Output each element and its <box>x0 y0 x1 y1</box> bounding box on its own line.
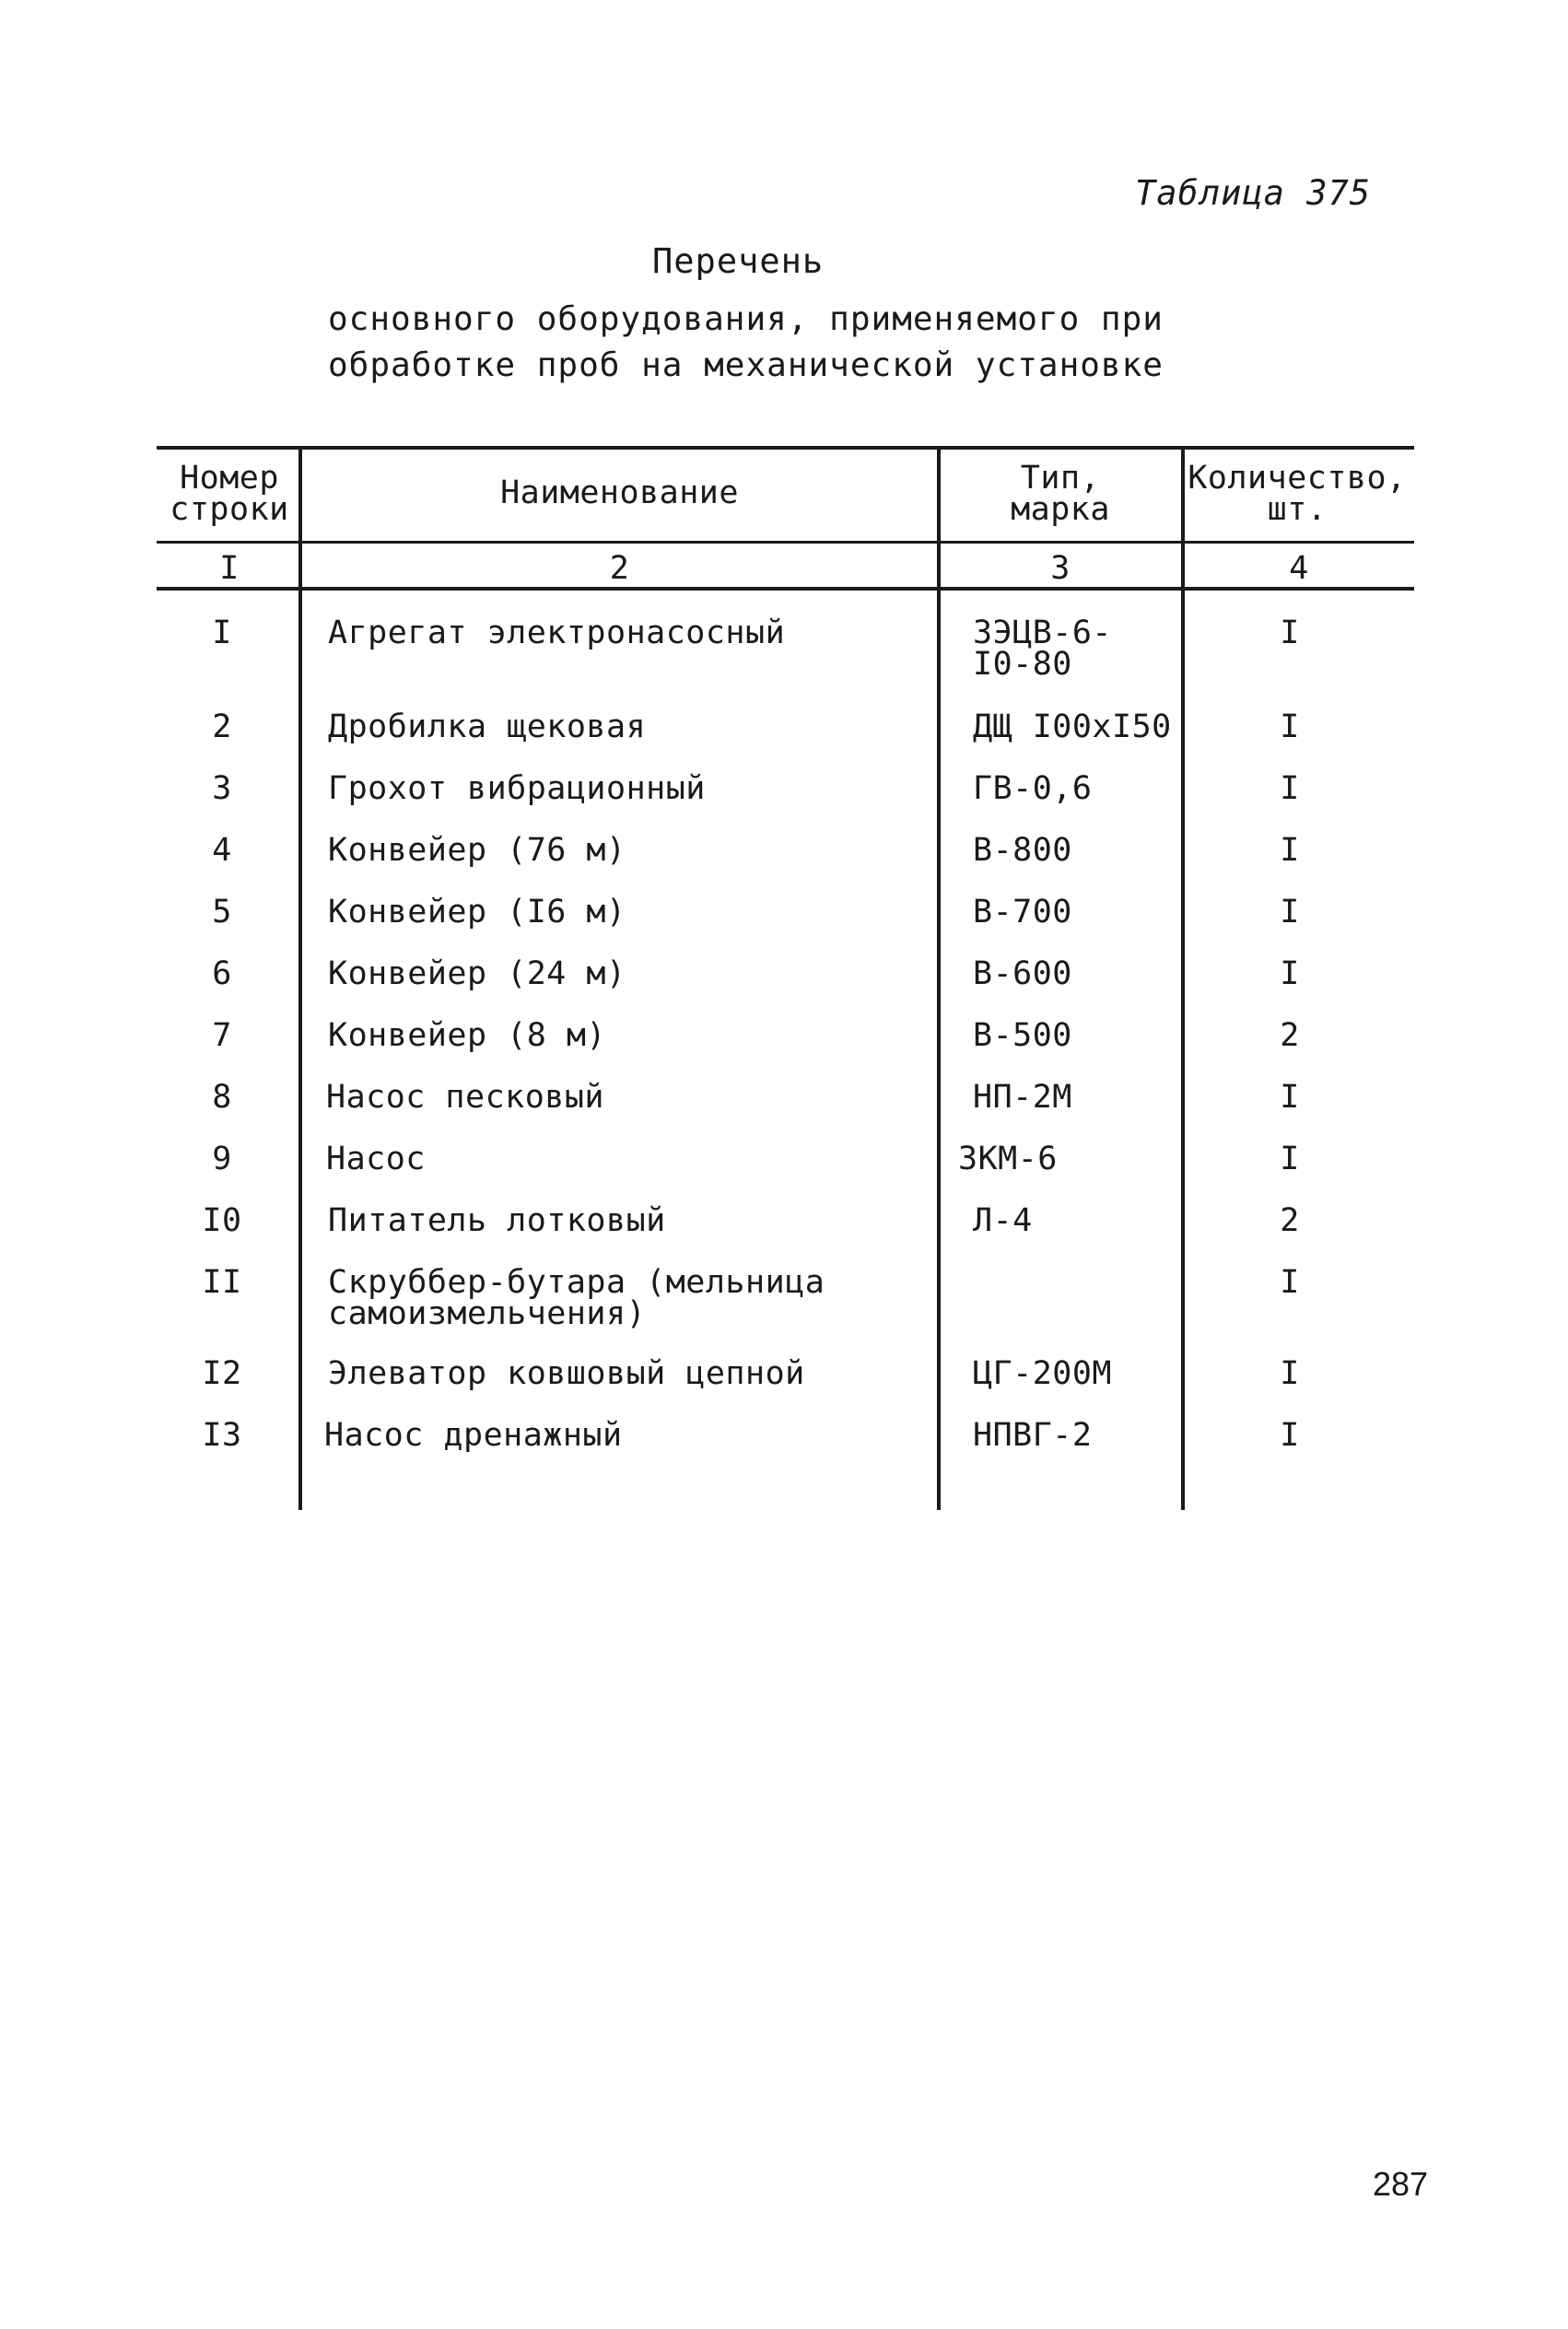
row-number: I <box>212 614 232 651</box>
row-number: I3 <box>202 1417 242 1454</box>
column-divider-3 <box>1181 446 1185 1510</box>
column-divider-1 <box>298 446 302 1510</box>
row-name: Питатель лотковый <box>328 1202 666 1239</box>
header-quantity-line1: Количество, <box>1188 460 1407 497</box>
row-name: Агрегат электронасосный <box>328 614 786 651</box>
row-number: 7 <box>212 1017 232 1054</box>
table-label: Таблица 375 <box>1135 173 1372 213</box>
row-name: Конвейер (24 м) <box>328 955 626 992</box>
header-bottom-rule <box>157 541 1414 544</box>
row-name-line1: Скруббер-бутара (мельница <box>328 1264 825 1301</box>
header-name: Наименование <box>500 474 739 511</box>
row-type: В-600 <box>973 955 1072 992</box>
row-name: Элеватор ковшовый цепной <box>328 1355 805 1392</box>
header-quantity <box>1181 460 1413 528</box>
column-divider-2 <box>937 446 941 1510</box>
row-type: 3КМ-6 <box>958 1141 1058 1177</box>
row-name-line2: самоизмельчения) <box>328 1295 647 1332</box>
row-name: Конвейер (76 м) <box>328 832 626 869</box>
row-number: 6 <box>212 955 232 992</box>
column-numbers-bottom-rule <box>157 587 1414 591</box>
row-name: Насос песковый <box>326 1079 605 1116</box>
row-type: Л-4 <box>973 1202 1033 1239</box>
row-type: В-800 <box>973 832 1072 869</box>
row-quantity: I <box>1280 708 1300 745</box>
row-type: ГВ-0,6 <box>973 770 1093 807</box>
row-name: Насос <box>326 1141 426 1177</box>
row-quantity: I <box>1280 770 1300 807</box>
row-number: 8 <box>212 1079 232 1116</box>
row-number: 5 <box>212 894 232 930</box>
row-name <box>328 1264 825 1332</box>
column-number-1: I <box>219 550 240 587</box>
row-quantity: I <box>1280 832 1300 869</box>
row-type: НП-2М <box>973 1079 1072 1116</box>
row-number: 3 <box>212 770 232 807</box>
row-type: В-700 <box>973 894 1072 930</box>
column-number-3: 3 <box>1050 550 1071 587</box>
row-quantity: I <box>1280 1141 1300 1177</box>
row-number: II <box>202 1264 242 1301</box>
row-number: I2 <box>202 1355 242 1392</box>
row-type: НПВГ-2 <box>973 1417 1093 1454</box>
row-quantity: I <box>1280 955 1300 992</box>
header-type-line2: марка <box>1011 491 1110 528</box>
row-name: Насос дренажный <box>324 1417 623 1454</box>
header-quantity-line2: шт. <box>1267 491 1328 528</box>
row-quantity: 2 <box>1280 1017 1300 1054</box>
header-row-number-line2: строки <box>170 491 289 528</box>
row-name: Дробилка щековая <box>328 708 647 745</box>
row-quantity: I <box>1280 1264 1300 1301</box>
row-quantity: I <box>1280 1417 1300 1454</box>
row-quantity: 2 <box>1280 1202 1300 1239</box>
row-type: В-500 <box>973 1017 1072 1054</box>
row-name: Грохот вибрационный <box>328 770 706 807</box>
row-quantity: I <box>1280 614 1300 651</box>
column-number-2: 2 <box>609 550 630 587</box>
row-type-line1: ЗЭЦВ-6- <box>973 614 1113 651</box>
table-top-rule <box>157 446 1414 450</box>
row-number: I0 <box>202 1202 242 1239</box>
column-number-4: 4 <box>1289 550 1309 587</box>
row-quantity: I <box>1280 1079 1300 1116</box>
row-name: Конвейер (8 м) <box>328 1017 607 1054</box>
header-type <box>942 460 1179 528</box>
header-row-number-line1: Номер <box>180 460 279 497</box>
row-type: ДЩ I00хI50 <box>973 708 1172 745</box>
row-type: ЦГ-200М <box>973 1355 1113 1392</box>
row-quantity: I <box>1280 1355 1300 1392</box>
document-title: Перечень <box>652 241 825 281</box>
document-subtitle-line2: обработке проб на механической установке <box>328 346 1164 384</box>
row-type <box>973 614 1113 683</box>
row-number: 2 <box>212 708 232 745</box>
page-number: 287 <box>1373 2165 1429 2203</box>
header-row-number <box>162 460 297 528</box>
row-name: Конвейер (I6 м) <box>328 894 626 930</box>
row-number: 9 <box>212 1141 232 1177</box>
header-type-line1: Тип, <box>1020 460 1101 497</box>
row-type-line2: I0-80 <box>973 646 1072 683</box>
document-subtitle-line1: основного оборудования, применяемого при <box>328 300 1164 338</box>
row-number: 4 <box>212 832 232 869</box>
row-quantity: I <box>1280 894 1300 930</box>
